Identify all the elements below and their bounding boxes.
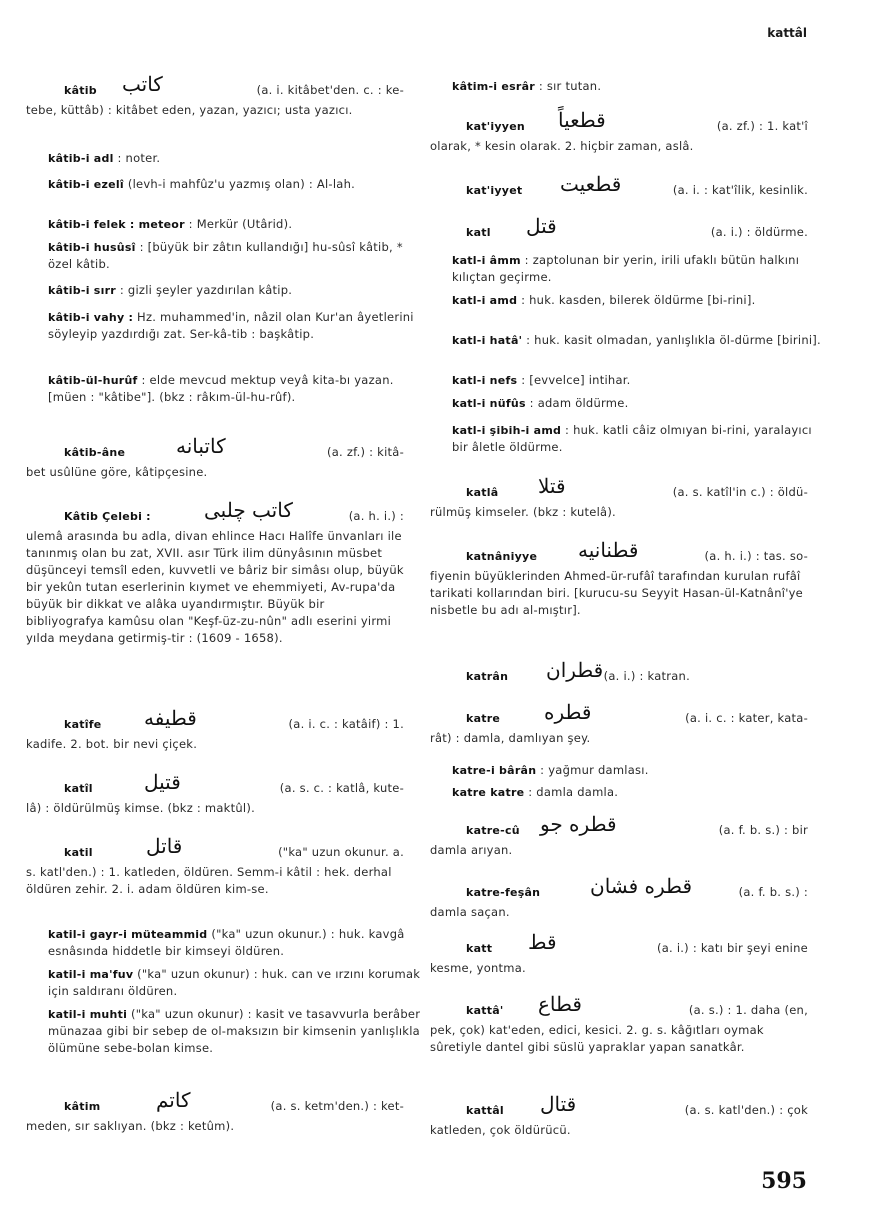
entry-katib-i-vahy: kâtib-i vahy : Hz. muhammed'in, nâzil olan Kur'an âyetlerini söyleyip yazdırdığı zat. Ser-kâ-tib : başkâtip. (48, 310, 414, 341)
entry-katl-i-sibih-i-amd: katl-i şibih-i amd : huk. katli câiz olmıyan bi-rini, yaralayıcı bir âletle öldürme. (452, 423, 812, 454)
arabic-headword: كاتب (122, 72, 163, 96)
entry-katib-i-ezeli: kâtib-i ezelî (levh-i mahfûz'u yazmış olan) : Al-lah. (48, 177, 356, 191)
entry-katil-i-muhti: katil-i muhti ("ka" uzun okunur) : kasit ve tasavvurla berâber münazaa gibi bir sebep de ol-maksızın bir kimsenin yanlışlıkla ölümüne sebe-bolan kimse. (48, 1007, 421, 1055)
entry-katib (26, 72, 404, 119)
entry-katife: katîfe قطيفه (a. i. c. : katâif) : 1. kadife. 2. bot. bir nevi çiçek. (26, 706, 404, 751)
entry-katnaniyye: katnâniyye قطنانيه (a. h. i.) : tas. so- fiyenin büyüklerinden Ahmed-ür-rufâî tarafından kurulan rufâî tarikati kollarından biri. [kurucu-su Seyyit Hasan-ül-Katnânî'ye nisbetle bu adı al-mıştır]. (430, 538, 808, 617)
entry-katl-i-amm: katl-i âmm : zaptolunan bir yerin, irili ufaklı bütün halkını kılıçtan geçirme. (452, 253, 800, 284)
entry-kattal: kattâl قتال (a. s. katl'den.) : çok katleden, çok öldürücü. (430, 1092, 808, 1137)
headword: kâtib (64, 84, 97, 97)
entry-katre-fesan: katre-feşân قطره فشان (a. f. b. s.) : damla saçan. (430, 874, 808, 919)
entry-meta: (a. i. kitâbet'den. c. : ke- (256, 83, 404, 97)
entry-katl-i-nefs: katl-i nefs : [evvelce] intihar. (452, 373, 631, 387)
running-head: kattâl (767, 26, 807, 40)
entry-katib-i-adl: kâtib-i adl : noter. (48, 151, 161, 165)
entry-katt: katt قط (a. i.) : katı bir şeyi enine kesme, yontma. (430, 930, 808, 975)
entry-katil-1: katîl قتيل (a. s. c. : katlâ, kute- lâ) : öldürülmüş kimse. (bkz : maktûl). (26, 770, 404, 815)
entry-katiyyet: kat'iyyet قطعيت (a. i. : kat'îlik, kesinlik. (466, 172, 808, 197)
entry-katim-i-esrar: kâtim-i esrâr : sır tutan. (452, 79, 602, 93)
entry-katiyyen: kat'iyyen قطعياً (a. zf.) : 1. kat'î olarak, * kesin olarak. 2. hiçbir zaman, aslâ. (430, 108, 808, 153)
entry-katil-i-mafuv: katil-i ma'fuv ("ka" uzun okunur) : huk. can ve ırzını korumak için saldıranı öldüren. (48, 967, 421, 998)
entry-katib-celebi: Kâtib Çelebi : كاتب چلبى (a. h. i.) : ulemâ arasında bu adla, divan ehlince Hacı Halîfe ünvanları ile tanınmış olan bu zat, XVII. asır Türk ilim dünyâsının müsbet düşünceyi temsîl eden, kuvvetli ve bâriz bir simâsı olup, büyük bir yekûn tutan eserlerinin kıymet ve ehemmiyeti, Av-rupa'da büyük bir dikkat ve alâka uyandırmıştır. Büyük bir bibliyografya kamûsu olan "Keşf-üz-zu-nûn" adlı eserini yirmi yılda meydana getirmiş-tir : (1609 - 1658). (26, 498, 404, 645)
entry-katib-ane: kâtib-âne كاتبانه (a. zf.) : kitâ- bet usûlüne göre, kâtipçesine. (26, 434, 404, 479)
entry-katib-i-felek: kâtib-i felek : meteor : Merkür (Utârid). (48, 217, 293, 231)
entry-katre-cu: katre-cû قطره جو (a. f. b. s.) : bir damla arıyan. (430, 812, 808, 857)
entry-katim: kâtim كاتم (a. s. ketm'den.) : ket- meden, sır saklıyan. (bkz : ketûm). (26, 1088, 404, 1133)
entry-katla: katlâ قتلا (a. s. katîl'in c.) : öldü- rülmüş kimseler. (bkz : kutelâ). (430, 474, 808, 519)
entry-katre-i-baran: katre-i bârân : yağmur damlası. (452, 763, 649, 777)
entry-katl-i-nufus: katl-i nüfûs : adam öldürme. (452, 396, 629, 410)
entry-katib-ul-huruf: kâtib-ül-hurûf : elde mevcud mektup veyâ kita-bı yazan. [müen : "kâtibe"]. (bkz : râkım-ül-hu-rûf). (48, 373, 394, 404)
entry-katl-i-amd: katl-i amd : huk. kasden, bilerek öldürme [bi-rini]. (452, 293, 756, 307)
page-number: 595 (761, 1168, 807, 1194)
entry-katil-2: katil قاتل ("ka" uzun okunur. a. s. katl'den.) : 1. katleden, öldüren. Semm-i kâtil : hek. derhal öldüren zehir. 2. i. adam öldüren kim-se. (26, 834, 404, 896)
entry-katta: kattâ' قطاع (a. s.) : 1. daha (en, pek, çok) kat'eden, edici, kesici. 2. g. s. kâğıtları oymak sûretiyle dantel gibi süslü yapraklar yapan sanatkâr. (430, 992, 808, 1054)
entry-katib-i-husus: kâtib-i husûsî : [büyük bir zâtın kullandığı] hu-sûsî kâtib, * özel kâtib. (48, 240, 403, 271)
entry-katl-i-hata: katl-i hatâ' : huk. kasit olmadan, yanlışlıkla öl-dürme [birini]. (452, 333, 821, 347)
entry-katre: katre قطره (a. i. c. : kater, kata- rât) : damla, damlıyan şey. (430, 700, 808, 745)
entry-katib-i-sirr: kâtib-i sırr : gizli şeyler yazdırılan kâtip. (48, 283, 293, 297)
definition: tebe, küttâb) : kitâbet eden, yazan, yazıcı; usta yazıcı. (26, 103, 353, 117)
entry-katre-katre: katre katre : damla damla. (452, 785, 619, 799)
entry-katil-i-gayr-i-muteammid: katil-i gayr-i müteammid ("ka" uzun okunur.) : huk. kavgâ esnâsında hiddetle bir kimseyi öldüren. (48, 927, 405, 958)
entry-katran: katrân قطران (a. i.) : katran. (466, 658, 690, 683)
entry-katl: katl قتل (a. i.) : öldürme. (466, 214, 808, 239)
